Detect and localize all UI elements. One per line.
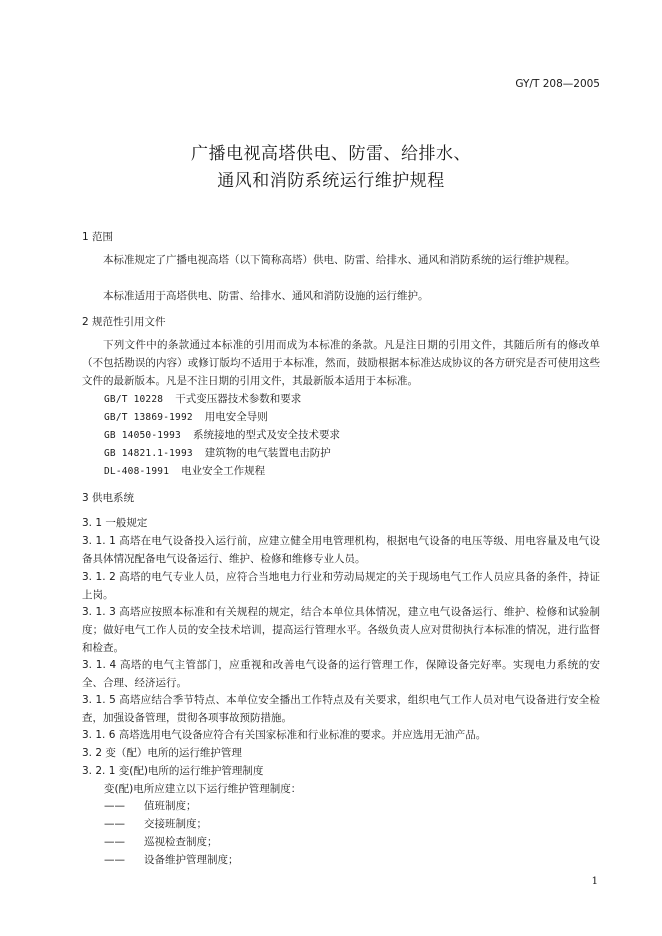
list-item-text: 巡视检查制度； — [144, 836, 218, 848]
clause-3-1-2: 3. 1. 2 高塔的电气专业人员，应符合当地电力行业和劳动局规定的关于现场电气工作人员应具备的条件，持证上岗。 — [82, 571, 600, 601]
section-3-heading: 3 供电系统 — [82, 492, 135, 504]
clause-3-1-6: 3. 1. 6 高塔选用电气设备应符合有关国家标准和行业标准的要求。并应选用无油产品。 — [82, 729, 487, 741]
reference-code: GB 14050-1993 — [104, 430, 181, 441]
reference-code: DL-408-1991 — [104, 466, 170, 477]
clause-3-1-3: 3. 1. 3 高塔应按照本标准和有关规程的规定，结合本单位具体情况，建立电气设备运行、维护、检修和试验制度；做好电气工作人员的安全技术培训，提高运行管理水平。各级负责人应对贯彻执行本标准的情况，进行监督和检查。 — [82, 606, 600, 654]
list-dash: —— — [104, 818, 125, 830]
clause-3-1-4: 3. 1. 4 高塔的电气主管部门，应重视和改善电气设备的运行管理工作，保障设备完好率。实现电力系统的安全、合理、经济运行。 — [82, 659, 600, 689]
reference-item — [104, 463, 265, 478]
reference-code: GB 14821.1-1993 — [104, 448, 193, 459]
reference-title: 建筑物的电气装置电击防护 — [204, 447, 331, 459]
reference-code: GB/T 10228 — [104, 394, 164, 405]
reference-item — [104, 409, 268, 424]
document-title-line-1: 广播电视高塔供电、防雷、给排水、 — [191, 144, 471, 164]
section-1-heading: 1 范围 — [82, 231, 114, 243]
clause-3-2-1-heading: 3. 2. 1 变(配)电所的运行维护管理制度 — [82, 765, 264, 777]
section-1-paragraph-1: 本标准规定了广播电视高塔（以下简称高塔）供电、防雷、给排水、通风和消防系统的运行维护规程。 — [103, 254, 576, 266]
standard-code: GY/T 208—2005 — [515, 78, 600, 90]
section-2-paragraph-1: 下列文件中的条款通过本标准的引用而成为本标准的条款。凡是注日期的引用文件，其随后所有的修改单（不包括勘误的内容）或修订版均不适用于本标准，然而，鼓励根据本标准达成协议的各方研究是否可使用这些文件的最新版本。凡是不注日期的引用文件，其最新版本适用于本标准。 — [82, 339, 600, 387]
clause-3-1-5: 3. 1. 5 高塔应结合季节特点、本单位安全播出工作特点及有关要求，组织电气工作人员对电气设备进行安全检查，加强设备管理，贯彻各项事故预防措施。 — [82, 694, 600, 724]
list-item — [104, 816, 207, 831]
reference-title: 系统接地的型式及安全技术要求 — [192, 429, 340, 441]
reference-title: 用电安全导则 — [204, 411, 268, 423]
section-2-heading: 2 规范性引用文件 — [82, 316, 166, 328]
reference-item — [104, 391, 301, 406]
clause-3-1-heading: 3. 1 一般规定 — [82, 517, 148, 529]
clause-3-2-1-intro: 变(配)电所应建立以下运行维护管理制度： — [104, 783, 302, 795]
reference-item — [104, 445, 331, 460]
list-dash: —— — [104, 800, 125, 812]
document-title-line-2: 通风和消防系统运行维护规程 — [217, 171, 445, 191]
list-dash: —— — [104, 854, 125, 866]
reference-code: GB/T 13869-1992 — [104, 412, 193, 423]
clause-3-1-1: 3. 1. 1 高塔在电气设备投入运行前，应建立健全用电管理机构，根据电气设备的电压等级、用电容量及电气设备具体情况配备电气设备运行、维护、检修和维修专业人员。 — [82, 535, 600, 565]
reference-title: 干式变压器技术参数和要求 — [175, 393, 302, 405]
list-item — [104, 834, 218, 849]
reference-item — [104, 427, 340, 442]
page-number: 1 — [591, 876, 598, 887]
list-item-text: 值班制度； — [144, 800, 197, 812]
clause-3-2-heading: 3. 2 变（配）电所的运行维护管理 — [82, 747, 242, 759]
list-item — [104, 852, 239, 867]
list-item-text: 设备维护管理制度； — [144, 854, 239, 866]
reference-title: 电业安全工作规程 — [181, 465, 266, 477]
list-item — [104, 798, 197, 813]
list-item-text: 交接班制度； — [144, 818, 207, 830]
section-1-paragraph-2: 本标准适用于高塔供电、防雷、给排水、通风和消防设施的运行维护。 — [103, 290, 429, 302]
list-dash: —— — [104, 836, 125, 848]
